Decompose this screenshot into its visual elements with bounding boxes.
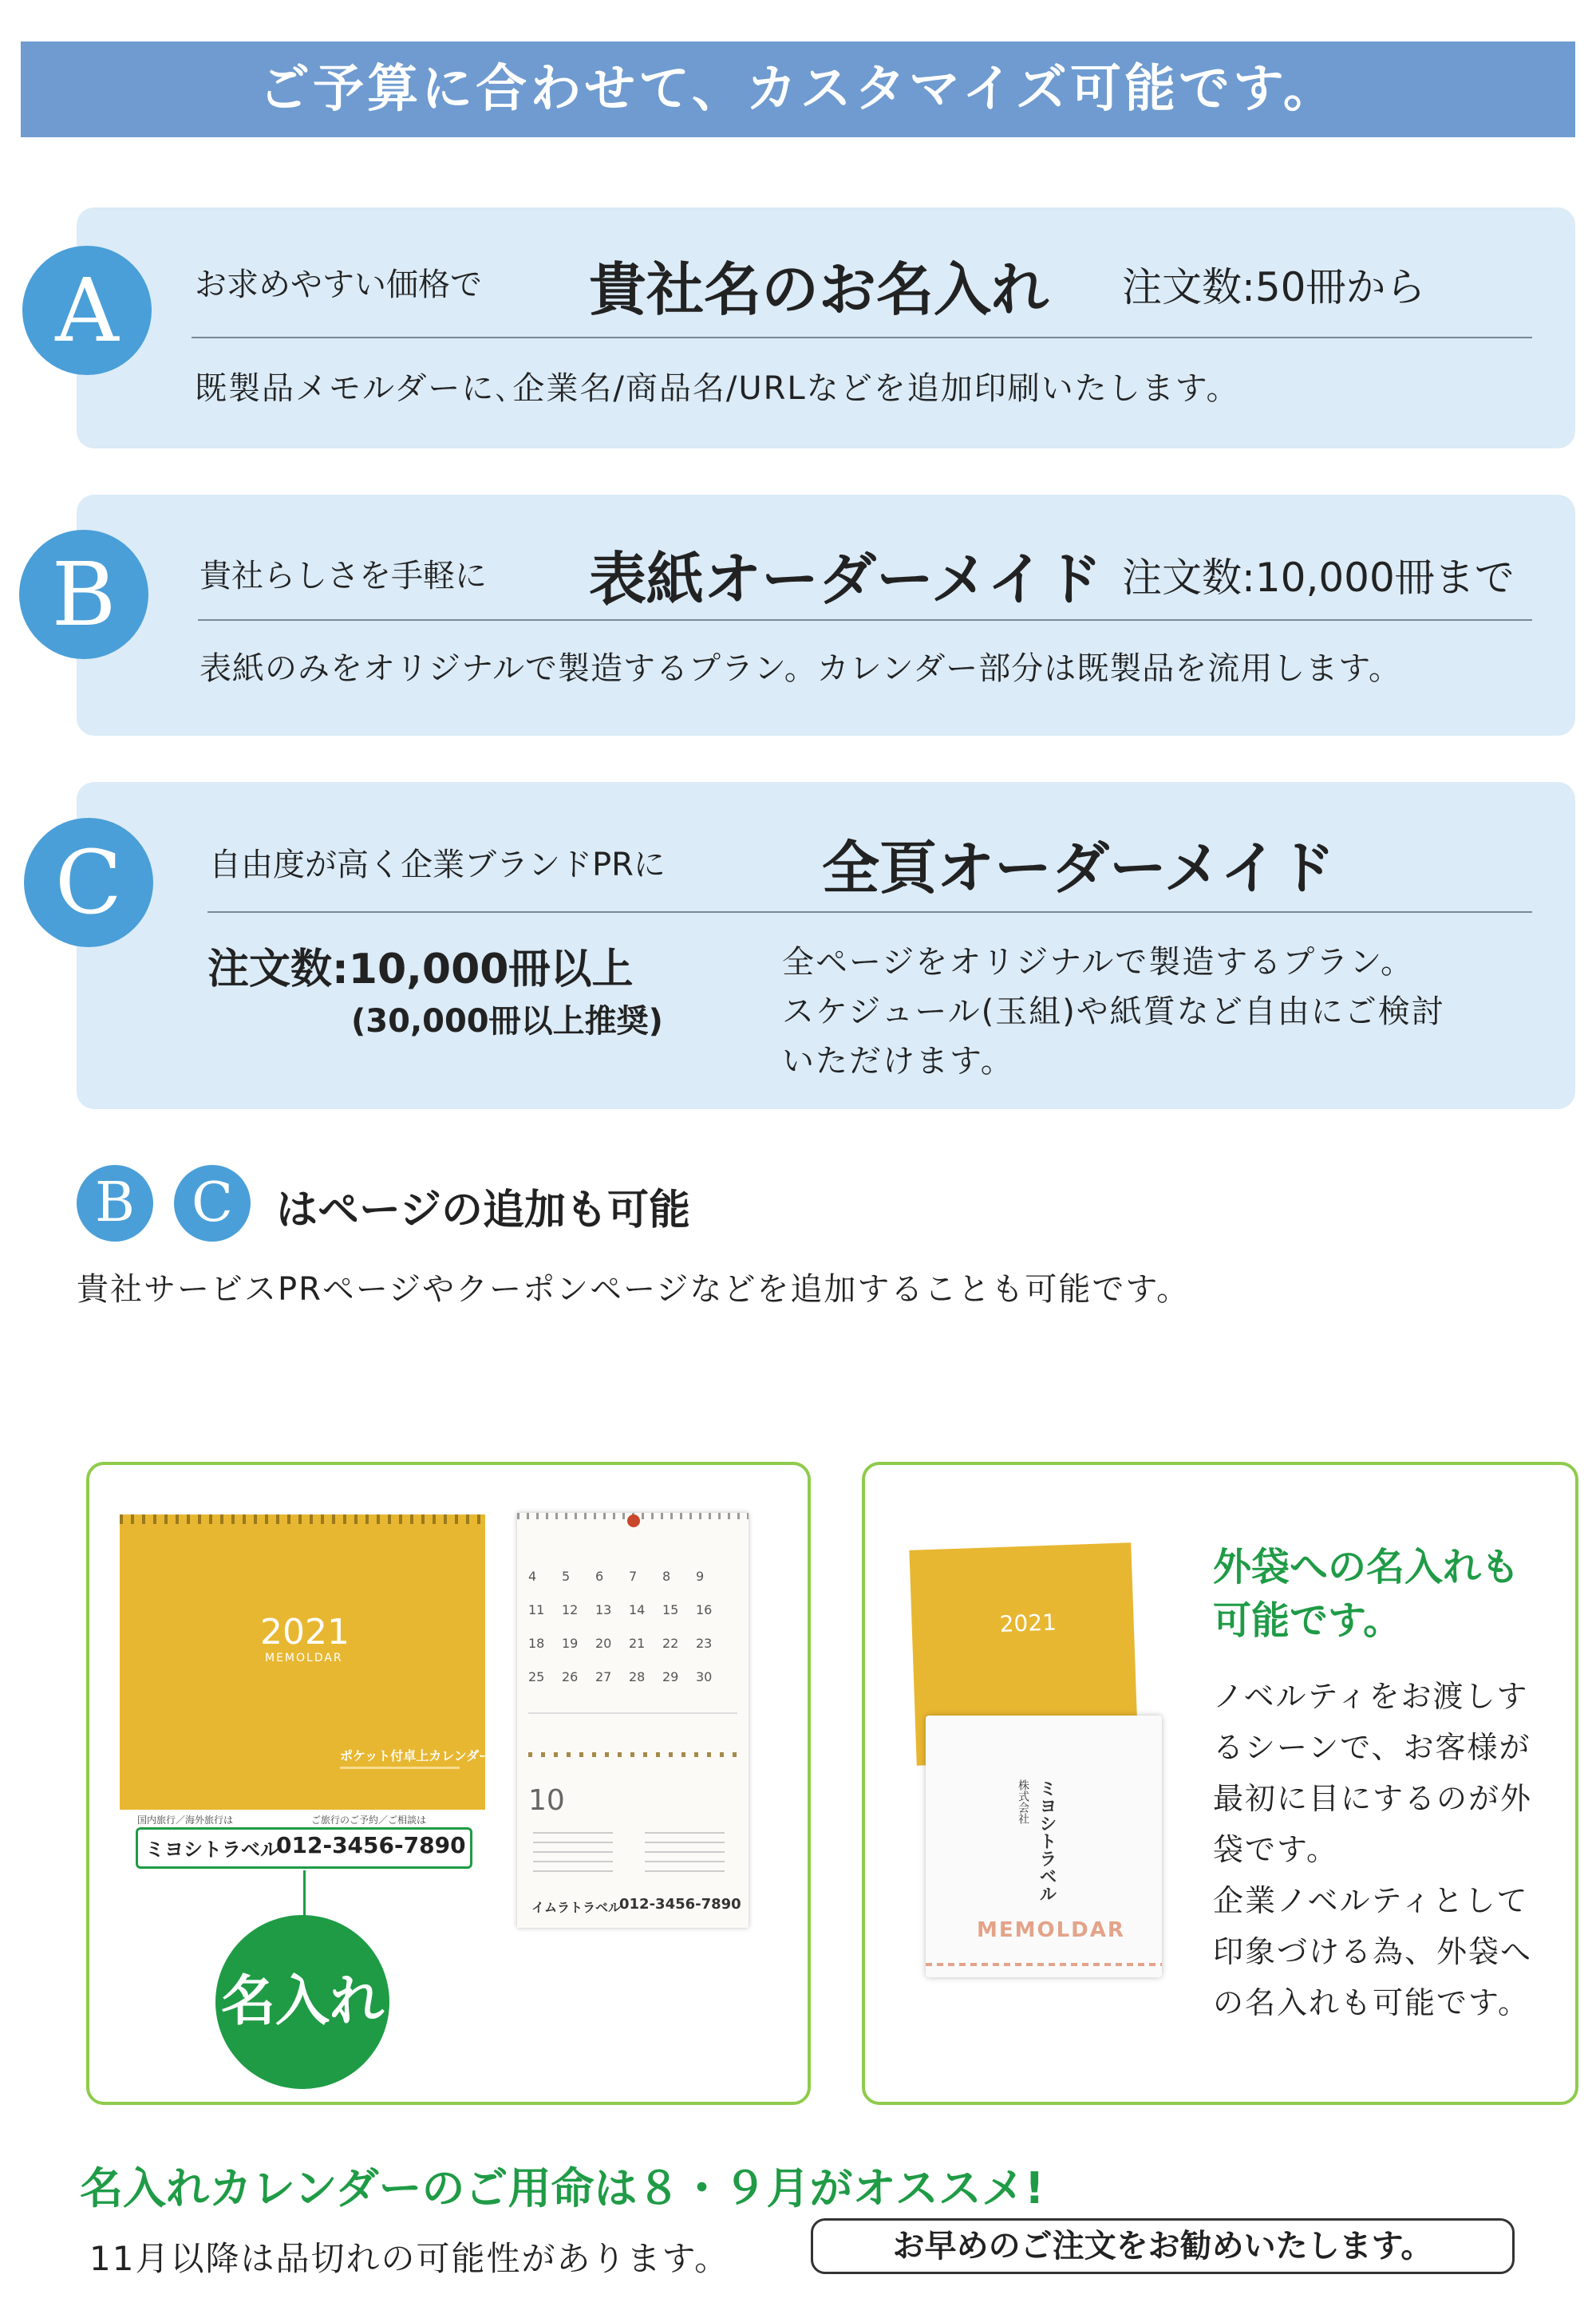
bag-calendar-year: 2021 — [999, 1609, 1057, 1638]
grid-cell: 4 — [528, 1569, 537, 1584]
calendar-page-company: イムラトラベル — [531, 1900, 622, 1915]
calendar-cover-subtitle: ポケット付卓上カレンダー — [340, 1748, 492, 1763]
plan-c-order-note: (30,000冊以上推奨) — [351, 1003, 663, 1040]
outer-bag-body-line-7: の名入れも可能です。 — [1213, 1985, 1530, 2020]
plan-c-order-count: 注文数:10,000冊以上 — [207, 946, 634, 993]
grid-cell: 13 — [595, 1602, 612, 1617]
grid-cell: 12 — [562, 1602, 579, 1617]
grid-cell: 5 — [562, 1569, 571, 1584]
plan-c-description-line-3: いただけます。 — [782, 1043, 1014, 1080]
plan-b-lead: 貴社らしさを手軽に — [200, 558, 487, 594]
calendar-page-dots — [528, 1752, 737, 1757]
grid-cell: 29 — [662, 1669, 679, 1684]
grid-cell: 18 — [528, 1636, 545, 1651]
bag-brand: MEMOLDAR — [977, 1918, 1125, 1942]
outer-bag-body-line-1: ノベルティをお渡しす — [1213, 1679, 1529, 1714]
grid-cell: 28 — [629, 1669, 646, 1684]
calendar-ring-binding — [120, 1514, 485, 1524]
grid-cell: 22 — [662, 1636, 679, 1651]
grid-cell: 20 — [595, 1636, 612, 1651]
footer-note: 11月以降は品切れの可能性があります。 — [89, 2239, 730, 2278]
page-banner: ご予算に合わせて、カスタマイズ可能です。 — [21, 41, 1575, 137]
plan-a-letter-badge: A — [22, 246, 152, 375]
plan-b-headline: 表紙オーダーメイド — [589, 546, 1102, 613]
calendar-page-divider — [528, 1712, 737, 1714]
grid-row-3 — [528, 1636, 729, 1651]
calendar-page-grid — [528, 1569, 737, 1704]
calendar-page-phone: 012-3456-7890 — [619, 1896, 741, 1913]
calendar-name-label-area — [120, 1810, 485, 1870]
outer-bag-title-line-1: 外袋への名入れも — [1213, 1545, 1520, 1589]
plan-c-description-line-2: スケジュール(玉組)や紙質など自由にご検討 — [782, 993, 1445, 1030]
addon-letter-b: B — [77, 1165, 153, 1242]
grid-cell: 14 — [629, 1602, 646, 1617]
calendar-page-ring-icon — [627, 1514, 640, 1527]
grid-cell: 6 — [595, 1569, 604, 1584]
plan-c-headline: 全頁オーダーメイド — [822, 835, 1335, 902]
plan-c-lead: 自由度が高く企業ブランドPRに — [209, 847, 666, 883]
bag-company-name: ミヨシトラベル — [1037, 1779, 1057, 1902]
outer-bag-body-line-6: 印象づける為、外袋へ — [1213, 1934, 1533, 1969]
calendar-page-month: 10 — [528, 1784, 565, 1817]
grid-cell: 30 — [696, 1669, 713, 1684]
grid-cell: 25 — [528, 1669, 545, 1684]
calendar-cover-year: 2021 — [260, 1612, 350, 1653]
outer-bag-image — [926, 1716, 1162, 1977]
calendar-label-small-right: ご旅行のご予約／ご相談は — [311, 1814, 427, 1826]
plan-a-description: 既製品メモルダーに､企業名/商品名/URLなどを追加印刷いたします。 — [195, 370, 1240, 407]
grid-cell: 26 — [562, 1669, 579, 1684]
addon-title: はページの追加も可能 — [276, 1187, 690, 1234]
addon-letter-c: C — [174, 1165, 251, 1242]
grid-cell: 23 — [696, 1636, 713, 1651]
calendar-cover-line — [340, 1767, 460, 1769]
outer-bag-body-line-4: 袋です。 — [1213, 1832, 1338, 1867]
grid-cell: 16 — [696, 1602, 713, 1617]
grid-row-2 — [528, 1602, 729, 1617]
footer-title: 名入れカレンダーのご用命は８・９月がオススメ! — [80, 2163, 1045, 2213]
grid-cell: 27 — [595, 1669, 612, 1684]
grid-cell: 9 — [696, 1569, 705, 1584]
grid-cell: 11 — [528, 1602, 545, 1617]
plan-a-divider — [192, 337, 1532, 338]
calendar-page-mini-grid-2 — [645, 1824, 725, 1872]
plan-b-order-count: 注文数:10,000冊まで — [1122, 555, 1515, 601]
grid-row-1 — [528, 1569, 729, 1584]
bag-company-small: 株式会社 — [1017, 1779, 1029, 1824]
addon-description: 貴社サービスPRページやクーポンページなどを追加することも可能です。 — [77, 1271, 1191, 1308]
calendar-label-small-left: 国内旅行／海外旅行は — [137, 1814, 234, 1826]
grid-cell: 15 — [662, 1602, 679, 1617]
outer-bag-title-line-2: 可能です。 — [1213, 1598, 1402, 1643]
grid-cell: 7 — [629, 1569, 638, 1584]
plan-a-order-count: 注文数:50冊から — [1122, 264, 1426, 310]
calendar-page-mini-grid — [533, 1824, 613, 1872]
plan-b-letter-badge: B — [19, 530, 148, 659]
outer-bag-body-line-2: るシーンで、お客様が — [1213, 1730, 1531, 1765]
plan-c-description-line-1: 全ページをオリジナルで製造するプラン。 — [782, 944, 1414, 981]
plan-c-divider — [207, 911, 1532, 913]
calendar-label-company: ミヨシトラベル — [145, 1838, 279, 1861]
grid-cell: 21 — [629, 1636, 646, 1651]
calendar-cover-brand: MEMOLDAR — [265, 1652, 343, 1664]
plan-b-description: 表紙のみをオリジナルで製造するプラン。カレンダー部分は既製品を流用します。 — [200, 650, 1401, 687]
grid-cell: 8 — [662, 1569, 671, 1584]
early-order-pill: お早めのご注文をお勧めいたします。 — [811, 2218, 1515, 2274]
plan-b-divider — [198, 619, 1532, 621]
bag-bottom-stripe — [926, 1963, 1162, 1966]
plan-a-headline: 貴社名のお名入れ — [589, 256, 1049, 323]
plan-a-lead: お求めやすい価格で — [195, 267, 482, 303]
name-printing-badge: 名入れ — [215, 1915, 389, 2089]
outer-bag-body-line-5: 企業ノベルティとして — [1213, 1883, 1529, 1918]
calendar-inner-page-image — [517, 1513, 749, 1928]
grid-row-4 — [528, 1669, 729, 1684]
plan-c-letter-badge: C — [24, 818, 153, 947]
grid-cell: 19 — [562, 1636, 579, 1651]
outer-bag-body-line-3: 最初に目にするのが外 — [1213, 1781, 1533, 1816]
calendar-label-phone: 012-3456-7890 — [276, 1832, 466, 1858]
